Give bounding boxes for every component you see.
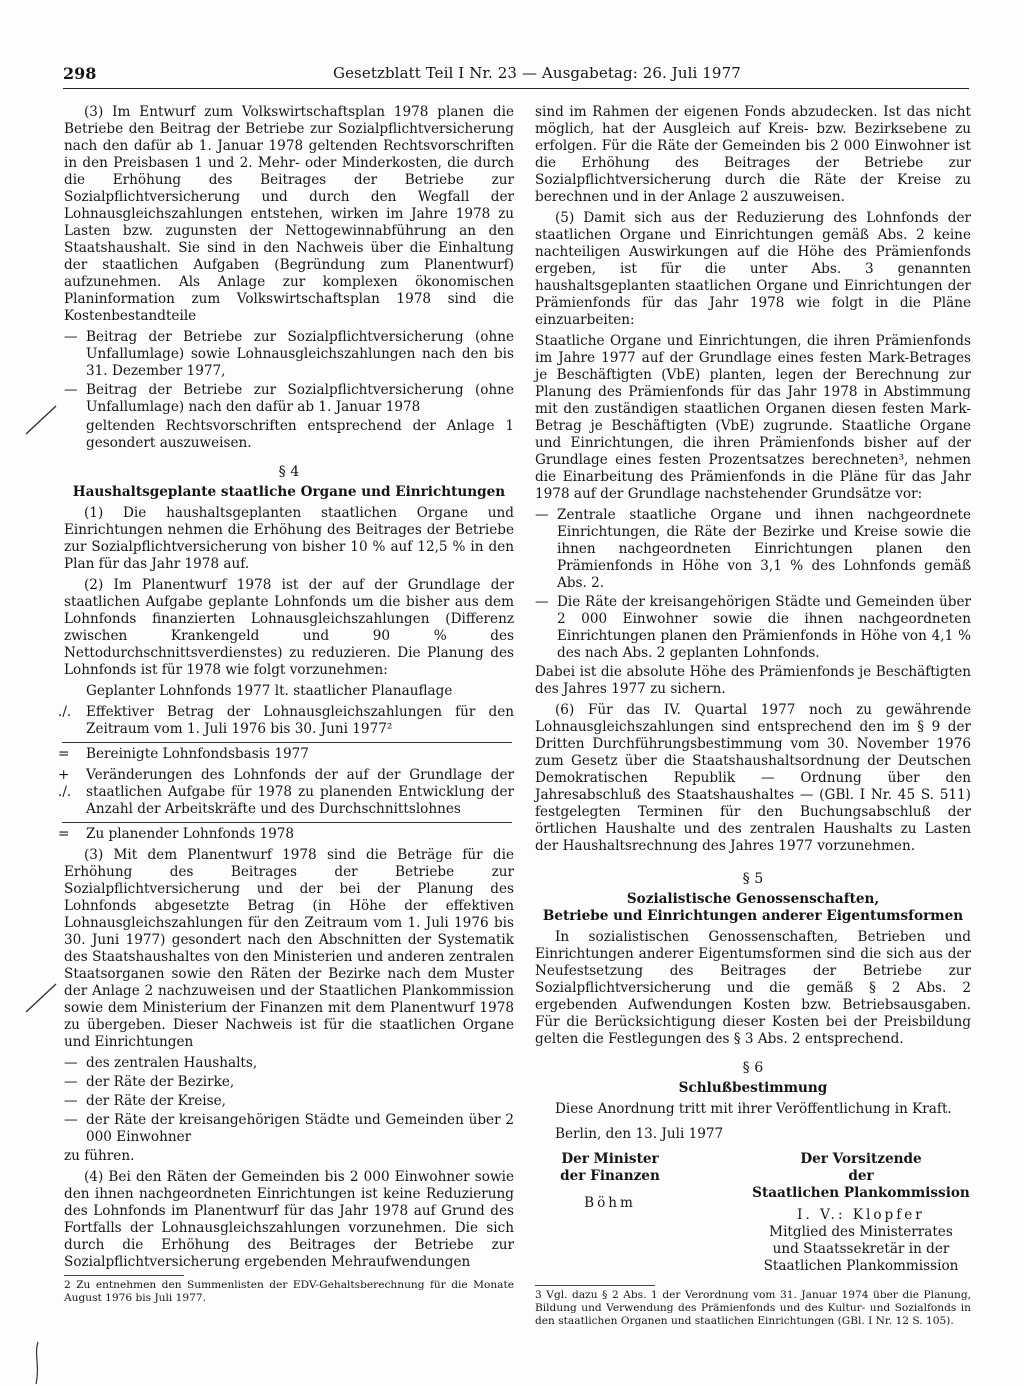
footnote: 3 Vgl. dazu § 2 Abs. 1 der Verordnung vom 31. Januar 1974 über die Planung, Bildung und Verwendung des Prämienfonds und des Kultur- und Sozialfonds in den staatlichen Organen und staatlichen Einrichtungen (GBl. I Nr. 12 S. 105).: [535, 1289, 971, 1327]
paragraph: (1) Die haushaltsgeplanten staatlichen Organe und Einrichtungen nehmen die Erhöhung des Beitrages der Betriebe zur Sozialpflichtversicherung von bisher 10 % auf 12,5 % in den Plan für das Jahr 1978 auf.: [64, 505, 514, 572]
paragraph: geltenden Rechtsvorschriften entsprechend der Anlage 1 gesondert auszuweisen.: [86, 418, 514, 451]
margin-pencil-mark: [22, 978, 62, 1018]
place-date: Berlin, den 13. Juli 1977: [555, 1126, 724, 1142]
paragraph: Staatliche Organe und Einrichtungen, die ihren Prämienfonds im Jahre 1977 auf der Grundlage eines festen Mark-Betrages je Beschäftigten (VbE) planten, legen der Berechnung zur Planung des Prämienfonds für das Jahr 1978 in Abstimmung mit den zuständigen staatlichen Organen diesen festen Mark-Betrag je Beschäftigten (VbE) zugrunde. Staatliche Organe und Einrichtungen, die ihren Prämienfonds bisher auf der Grundlage eines festen Prozentsatzes berechneten³, nehmen die Einarbeitung des Prämienfonds in die Pläne für das Jahr 1978 auf der Grundlage nachstehender Grundsätze vor:: [535, 333, 971, 502]
page-header: [63, 64, 969, 86]
section-number: § 6: [742, 1060, 764, 1076]
paragraph: Diese Anordnung tritt mit ihrer Veröffentlichung in Kraft.: [555, 1101, 952, 1117]
list-item: — der Räte der Bezirke,: [64, 1074, 235, 1090]
formula-line: ./. Effektiver Betrag der Lohnausgleichszahlungen für den Zeitraum vom 1. Juli 1976 bis 30. Juni 1977²: [58, 704, 514, 737]
signatory-right: Der Vorsitzende der Staatlichen Plankommission I. V.: Klopfer Mitglied des Ministerrates und Staatssekretär in der Staatlichen Plankommission: [752, 1151, 970, 1274]
section-number: § 5: [742, 871, 764, 887]
formula-line: = Zu planender Lohnfonds 1978: [58, 826, 295, 842]
list-item: — des zentralen Haushalts,: [64, 1055, 258, 1071]
signatory-name: Böhm: [584, 1195, 636, 1211]
footnote-rule: [64, 1275, 184, 1276]
paragraph: Dabei ist die absolute Höhe des Prämienfonds je Beschäftigten des Jahres 1977 zu sichern.: [535, 664, 971, 697]
left-column: [58, 104, 514, 1305]
paragraph: (3) Mit dem Planentwurf 1978 sind die Beträge für die Erhöhung des Beitrages der Betriebe zur Sozialpflichtversicherung und der bei der Planung des Lohnfonds abgesetzte Betrag (in Höhe der effektiven Lohnausgleichszahlungen für den Zeitraum vom 1. Juli 1976 bis 30. Juni 1977) gesondert nach den Abschnitten der Systematik des Staatshaushaltes von den Ministerien und anderen zentralen Staatsorganen sowie den Räten der Bezirke nach dem Muster der Anlage 2 nachzuweisen und der Staatlichen Plankommission sowie dem Ministerium der Finanzen mit dem Planentwurf 1978 zu übergeben. Dieser Nachweis ist für die staatlichen Organe und Einrichtungen: [64, 847, 514, 1050]
section-title: Betriebe und Einrichtungen anderer Eigentumsformen: [542, 908, 964, 924]
paragraph: (3) Im Entwurf zum Volkswirtschaftsplan 1978 planen die Betriebe den Beitrag der Betriebe zur Sozialpflichtversicherung nach den dafür ab 1. Januar 1978 geltenden Rechtsvorschriften in den Preisbasen 1 und 2. Mehr- oder Minderkosten, die durch die Erhöhung des Beitrages der Betriebe zur Sozialpflichtversicherung und durch den Wegfall der Lohnausgleichszahlungen entstehen, wirken im Jahre 1978 zu Lasten bzw. zugunsten der Nettogewinnabführung an den Staatshaushalt. Sie sind in den Nachweis über die Einhaltung der staatlichen Aufgaben (Begründung zum Planentwurf) aufzunehmen. Als Anlage zur komplexen ökonomischen Planinformation zum Volkswirtschaftsplan 1978 sind die Kostenbestandteile: [64, 104, 514, 324]
formula-line: Geplanter Lohnfonds 1977 lt. staatlicher Planauflage: [86, 683, 453, 699]
section-title: Haushaltsgeplante staatliche Organe und Einrichtungen: [72, 484, 506, 500]
section-number: § 4: [278, 464, 300, 480]
gazette-title: Gesetzblatt Teil I Nr. 23 — Ausgabetag: 26. Juli 1977: [333, 64, 741, 82]
list-item: — Die Räte der kreisangehörigen Städte und Gemeinden über 2 000 Einwohner sowie die ihnen nachgeordneten Einrichtungen planen den Prämienfonds in Höhe von 4,1 % des nach Abs. 2 geplanten Lohnfonds.: [535, 594, 971, 661]
signature-block: [535, 1151, 971, 1275]
margin-pencil-mark: [28, 1340, 48, 1386]
formula-line: + ./. Veränderungen des Lohnfonds der auf der Grundlage der staatlichen Aufgabe für 1978 zu planenden Entwicklung der Anzahl der Arbeitskräfte und des Durchschnittslohnes: [58, 767, 514, 817]
paragraph: (6) Für das IV. Quartal 1977 noch zu gewährende Lohnausgleichszahlungen sind entsprechend den im § 9 der Dritten Durchführungsbestimmung vom 30. November 1976 zum Gesetz über die Staatshaushaltsordnung der Deutschen Demokratischen Republik — Ordnung über den Jahresabschluß des Staatshaushaltes — (GBl. I Nr. 45 S. 511) festgelegten Terminen für den Buchungsabschluß der örtlichen Haushalte und des zentralen Haushalts zu Lasten der Haushaltsrechnung des Jahres 1977 vorzunehmen.: [535, 702, 971, 854]
section-title: Schlußbestimmung: [678, 1080, 828, 1096]
paragraph: sind im Rahmen der eigenen Fonds abzudecken. Ist das nicht möglich, hat der Ausgleich auf Kreis- bzw. Bezirksebene zu erfolgen. Für die Räte der Gemeinden bis 2 000 Einwohner ist die Erhöhung des Beitrages der Betriebe zur Sozialpflichtversicherung durch die Räte der Kreise zu berechnen und in der Anlage 2 auszuweisen.: [535, 104, 971, 205]
margin-pencil-mark: [22, 402, 62, 438]
list-item: — Beitrag der Betriebe zur Sozialpflichtversicherung (ohne Unfallumlage) nach den dafür ab 1. Januar 1978: [64, 382, 514, 415]
header-rule: [63, 88, 969, 89]
paragraph: (4) Bei den Räten der Gemeinden bis 2 000 Einwohner sowie den ihnen nachgeordneten Einrichtungen ist keine Reduzierung des Lohnfonds im Planentwurf für das Jahr 1978 auf Grund des Fortfalls der Lohnausgleichszahlungen vorzunehmen. Die sich durch die Erhöhung des Beitrages der Betriebe zur Sozialpflichtversicherung ergebenden Mehraufwendungen: [64, 1169, 514, 1270]
list-item: — der Räte der kreisangehörigen Städte und Gemeinden über 2 000 Einwohner: [64, 1112, 514, 1145]
paragraph: (5) Damit sich aus der Reduzierung des Lohnfonds der staatlichen Organe und Einrichtungen gemäß Abs. 2 keine nachteiligen Auswirkungen auf die Höhe des Prämienfonds ergeben, ist für die unter Abs. 3 genannten haushaltsgeplanten staatlichen Organe und Einrichtungen der Prämienfonds für das Jahr 1978 wie folgt in die Pläne einzuarbeiten:: [535, 210, 971, 328]
section-title: Sozialistische Genossenschaften,: [626, 891, 880, 907]
footnote: 2 Zu entnehmen den Summenlisten der EDV-Gehaltsberechnung für die Monate August 1976 bis Juli 1977.: [64, 1279, 514, 1304]
footnote-rule: [535, 1285, 655, 1286]
divider: [62, 742, 512, 743]
signatory-name: I. V.: Klopfer: [797, 1207, 925, 1223]
list-item: — Beitrag der Betriebe zur Sozialpflichtversicherung (ohne Unfallumlage) sowie Lohnausgleichszahlungen nach den bis 31. Dezember 1977,: [64, 329, 514, 379]
signatory-left: Der Minister der Finanzen Böhm: [535, 1151, 685, 1275]
paragraph: In sozialistischen Genossenschaften, Betrieben und Einrichtungen anderer Eigentumsformen sind die sich aus der Neufestsetzung des Beitrages der Betriebe zur Sozialpflichtversicherung und die gemäß § 2 Abs. 2 ergebenden Aufwendungen Kosten bzw. Betriebsausgaben. Für die Berücksichtigung dieser Kosten bei der Preisbildung gelten die Festlegungen des § 3 Abs. 2 entsprechend.: [535, 929, 971, 1047]
list-item: — der Räte der Kreise,: [64, 1093, 226, 1109]
formula-line: = Bereinigte Lohnfondsbasis 1977: [58, 746, 309, 762]
divider: [62, 822, 512, 823]
paragraph: zu führen.: [64, 1148, 135, 1164]
right-column: [535, 104, 971, 1328]
paragraph: (2) Im Planentwurf 1978 ist der auf der Grundlage der staatlichen Aufgabe geplante Lohnfonds um die bisher aus dem Lohnfonds finanzierten Lohnausgleichszahlungen (Differenz zwischen Krankengeld und 90 % des Nettodurchschnittsverdienstes) zu reduzieren. Die Planung des Lohnfonds ist für 1978 wie folgt vorzunehmen:: [64, 577, 514, 678]
page-number: 298: [63, 64, 97, 83]
list-item: — Zentrale staatliche Organe und ihnen nachgeordnete Einrichtungen, die Räte der Bezirke und Kreise sowie die ihnen nachgeordneten Einrichtungen planen den Prämienfonds in Höhe von 3,1 % des Lohnfonds gemäß Abs. 2.: [535, 507, 971, 591]
